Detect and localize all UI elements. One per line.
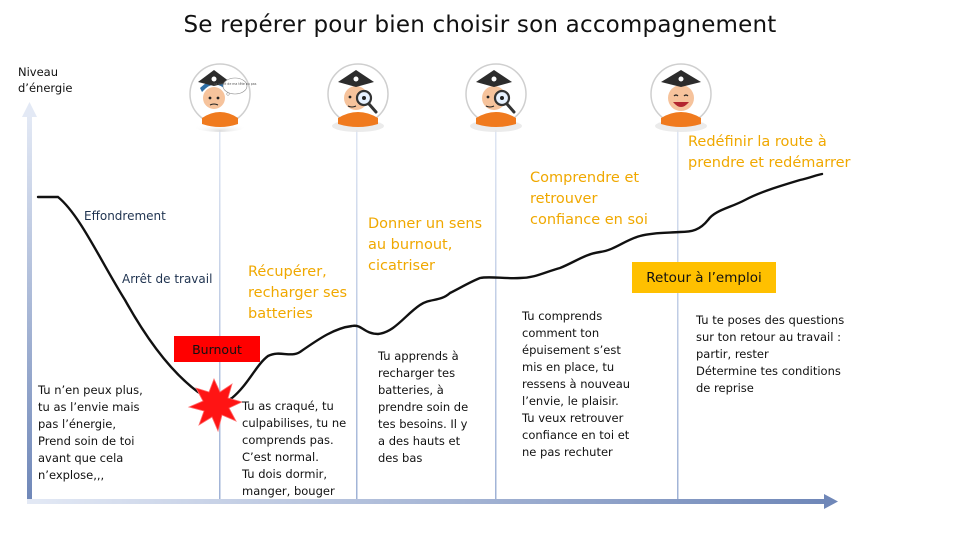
description-4-line: confiance en toi et (522, 428, 630, 442)
description-2-line: culpabilises, tu ne (242, 416, 347, 430)
page-title: Se repérer pour bien choisir son accompagnement (183, 12, 777, 38)
stage-3-line1: Comprendre et (530, 170, 640, 186)
stage-4-line1: Redéfinir la route à (688, 134, 827, 150)
y-axis-label-line1: Niveau (18, 65, 59, 79)
description-5-line: partir, rester (696, 347, 769, 361)
description-4-line: comment ton (522, 326, 600, 340)
description-5-line: sur ton retour au travail : (696, 330, 841, 344)
y-axis (27, 115, 32, 502)
x-axis-arrow (824, 494, 838, 509)
y-axis-arrow (22, 102, 37, 117)
description-5-line: Détermine tes conditions (696, 364, 841, 378)
description-1-line: Prend soin de toi (38, 434, 135, 448)
description-3 (378, 348, 468, 467)
stage-2-heading (368, 214, 482, 277)
description-3-line: a des hauts et (378, 434, 461, 448)
stage-4-line2: prendre et redémarrer (688, 155, 851, 171)
guide-line-2 (356, 130, 358, 502)
stage-4-heading (688, 132, 850, 174)
description-1-line: tu as l’envie mais (38, 400, 140, 414)
description-4-line: Tu comprends (522, 309, 603, 323)
description-4-line: épuisement s’est (522, 343, 621, 357)
explosion-icon (189, 379, 242, 431)
avatar-magnifier-icon (464, 60, 528, 132)
avatar-magnifier-icon (326, 60, 390, 132)
retour-emploi-badge: Retour à l’emploi (632, 262, 776, 293)
description-1-line: avant que cela (38, 451, 124, 465)
description-4-line: ne pas rechuter (522, 445, 613, 459)
description-2-line: manger, bouger (242, 484, 335, 498)
description-3-line: des bas (378, 451, 423, 465)
stage-1-line3: batteries (248, 306, 313, 322)
description-3-line: prendre soin de (378, 400, 469, 414)
stage-1-line1: Récupérer, (248, 264, 327, 280)
label-effondrement: Effondrement (84, 209, 166, 223)
avatar-bubble-text: ça vient de ma tête ou pas (213, 82, 257, 86)
stage-1-heading (248, 262, 347, 325)
y-axis-label-line2: d’énergie (18, 81, 73, 95)
description-3-line: Tu apprends à (378, 349, 459, 363)
description-4-line: mis en place, tu (522, 360, 615, 374)
description-2-line: C’est normal. (242, 450, 319, 464)
guide-line-1 (219, 130, 221, 502)
description-1-line: n’explose,,, (38, 468, 105, 482)
burnout-badge: Burnout (174, 336, 260, 362)
description-4-line: Tu veux retrouver (522, 411, 624, 425)
stage-2-line3: cicatriser (368, 258, 435, 274)
stage-1-line2: recharger ses (248, 285, 348, 301)
guide-line-4 (677, 130, 679, 502)
description-1-line: Tu n’en peux plus, (38, 383, 143, 397)
description-5 (696, 312, 844, 397)
description-3-line: batteries, à (378, 383, 444, 397)
stage-3-heading (530, 168, 648, 231)
avatar-happy-icon (649, 60, 713, 132)
stage-3-line2: retrouver (530, 191, 598, 207)
description-3-line: recharger tes (378, 366, 456, 380)
description-5-line: Tu te poses des questions (696, 313, 845, 327)
label-arret-de-travail: Arrêt de travail (122, 272, 213, 286)
description-1-line: pas l’énergie, (38, 417, 117, 431)
description-4-line: ressens à nouveau (522, 377, 631, 391)
stage-2-line1: Donner un sens (368, 216, 483, 232)
description-2-line: Tu dois dormir, (242, 467, 328, 481)
description-2-line: Tu as craqué, tu (242, 399, 334, 413)
avatar-confused-icon (188, 60, 257, 132)
stage-3-line3: confiance en soi (530, 212, 648, 228)
x-axis (27, 499, 827, 504)
description-3-line: tes besoins. Il y (378, 417, 468, 431)
description-2 (242, 398, 346, 500)
description-5-line: de reprise (696, 381, 754, 395)
description-4-line: l’envie, le plaisir. (522, 394, 619, 408)
description-1 (38, 382, 143, 484)
guide-line-3 (495, 130, 497, 502)
description-4 (522, 308, 630, 461)
stage-2-line2: au burnout, (368, 237, 453, 253)
description-2-line: comprends pas. (242, 433, 334, 447)
